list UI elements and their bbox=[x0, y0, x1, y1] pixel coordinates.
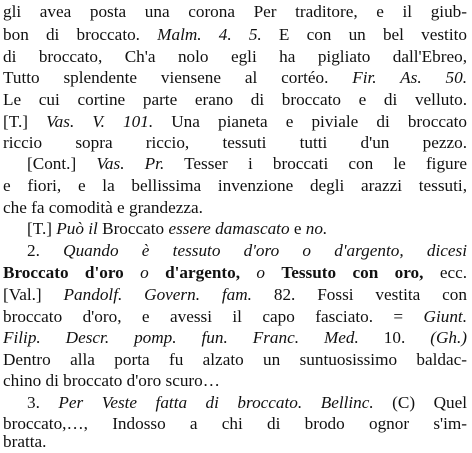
citation: Vas. V. 101. bbox=[46, 112, 154, 131]
text-line: Le cui cortine parte erano di broccato e di velluto. bbox=[3, 90, 467, 109]
citation: Malm. 4. 5. bbox=[157, 25, 262, 44]
headword: Broccato d'oro bbox=[3, 263, 124, 282]
text-line: broccato d'oro, e avessi il capo fasciato. = Giunt. bbox=[3, 307, 467, 326]
text-line: Broccato d'oro o d'argento, o Tessuto con oro, ecc. bbox=[3, 263, 467, 282]
text-line: di broccato, Ch'a nolo egli ha pigliato dall'Ebreo, bbox=[3, 47, 467, 66]
text-line: gli avea posta una corona Per traditore, e il giub- bbox=[3, 2, 467, 21]
text-line: [T.] Può il Broccato essere damascato e no. bbox=[27, 219, 328, 238]
citation: Giunt. bbox=[423, 307, 467, 326]
headword: d'argento, bbox=[165, 263, 241, 282]
sense-heading: 2. Quando è tessuto d'oro o d'argento, dicesi bbox=[27, 241, 467, 260]
text-line: chino di broccato d'oro scuro… bbox=[3, 371, 220, 390]
text-line: bon di broccato. Malm. 4. 5. E con un bel vestito bbox=[3, 25, 467, 44]
text-line: e fiori, e la bellissima invenzione degli arazzi tessuti, bbox=[3, 176, 467, 195]
text-line: Filip. Descr. pomp. fun. Franc. Med. 10. (Gh.) bbox=[3, 328, 467, 347]
text-line: riccio sopra riccio, tessuti tutti d'un pezzo. bbox=[3, 133, 467, 152]
text-line: che fa comodità e grandezza. bbox=[3, 198, 203, 217]
text-line: broccato,…, Indosso a chi di brodo ognor s'im- bbox=[3, 414, 467, 433]
text-line: [Cont.] Vas. Pr. Tesser i broccati con le figure bbox=[27, 154, 467, 173]
sense-heading: 3. Per Veste fatta di broccato. Bellinc. (C) Quel bbox=[27, 393, 467, 412]
headword: Tessuto con oro, bbox=[281, 263, 424, 282]
citation: Filip. Descr. pomp. fun. Franc. Med. bbox=[3, 328, 359, 347]
text-line: Dentro alla porta fu alzato un suntuosissimo baldac- bbox=[3, 350, 467, 369]
text-line: Tutto splendente viensene al cortéo. Fir. As. 50. bbox=[3, 68, 467, 87]
citation: Vas. Pr. bbox=[96, 154, 165, 173]
text-line: bratta. bbox=[3, 432, 47, 451]
citation: Pandolf. Govern. fam. bbox=[63, 285, 252, 304]
text-line: [Val.] Pandolf. Govern. fam. 82. Fossi vestita con bbox=[3, 285, 467, 304]
text-line: [T.] Vas. V. 101. Una pianeta e piviale di broccato bbox=[3, 112, 467, 131]
citation: Fir. As. 50. bbox=[352, 68, 467, 87]
